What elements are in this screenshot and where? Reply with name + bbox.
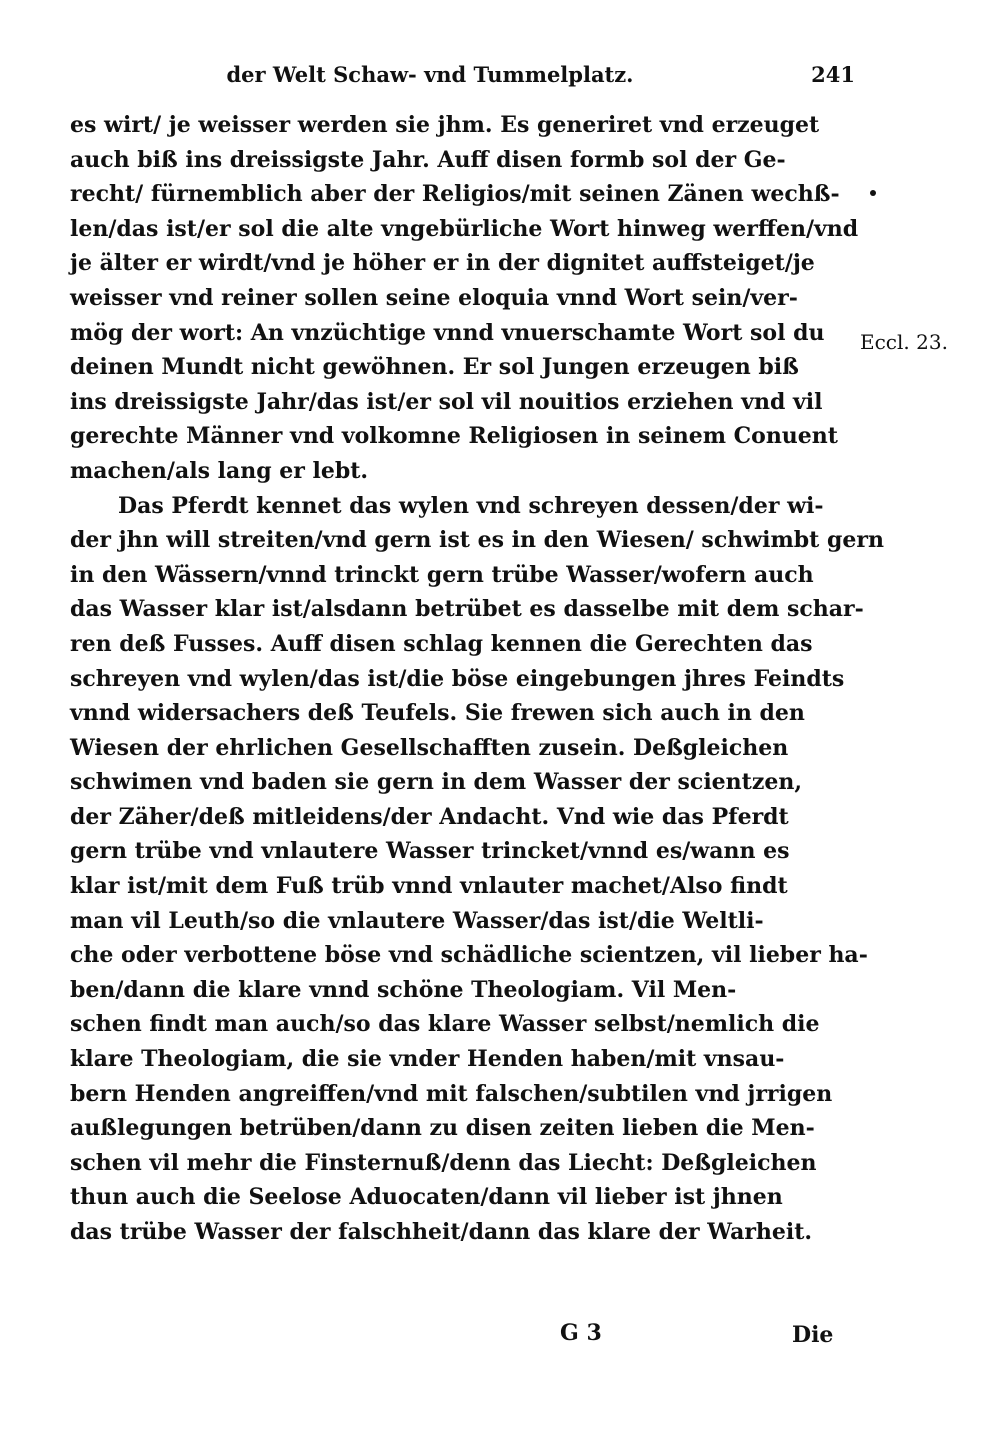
- text-line: len/das ist/er sol die alte vngebürliche Wort hinweg werffen/vnd: [70, 215, 859, 242]
- text-line: thun auch die Seelose Aduocaten/dann vil lieber ist jhnen: [70, 1184, 783, 1211]
- text-line: klare Theologiam, die sie vnder Henden haben/mit vnsau-: [70, 1046, 785, 1073]
- text-line: der Zäher/deß mitleidens/der Andacht. Vnd wie das Pferdt: [70, 803, 789, 830]
- ink-mark: [870, 190, 876, 196]
- text-line: che oder verbottene böse vnd schädliche scientzen, vil lieber ha-: [70, 942, 868, 969]
- text-line: je älter er wirdt/vnd je höher er in der dignitet auffsteiget/je: [70, 250, 815, 277]
- text-line: vnnd widersachers deß Teufels. Sie frewen sich auch in den: [70, 700, 805, 727]
- body-text: [70, 108, 884, 1250]
- text-line: ben/dann die klare vnnd schöne Theologiam. Vil Men-: [70, 976, 737, 1003]
- text-line: klar ist/mit dem Fuß trüb vnnd vnlauter machet/Also findt: [70, 873, 788, 900]
- text-line: das Wasser klar ist/alsdann betrübet es dasselbe mit dem schar-: [70, 596, 864, 623]
- paragraph-start-line: Das Pferdt kennet das wylen vnd schreyen dessen/der wi-: [118, 492, 824, 519]
- text-line: der jhn will streiten/vnd gern ist es in den Wiesen/ schwimbt gern: [70, 527, 884, 554]
- catchword: Die: [792, 1322, 834, 1348]
- signature-mark: G 3: [560, 1320, 602, 1346]
- running-title: der Welt Schaw- vnd Tummelplatz.: [226, 62, 634, 87]
- text-line: gern trübe vnd vnlautere Wasser trincket/vnnd es/wann es: [70, 838, 790, 865]
- text-line: es wirt/ je weisser werden sie jhm. Es generiret vnd erzeuget: [70, 112, 820, 138]
- text-line: schwimen vnd baden sie gern in dem Wasser der scientzen,: [70, 769, 802, 796]
- text-line: ren deß Fusses. Auff disen schlag kennen die Gerechten das: [70, 630, 813, 657]
- text-line: ins dreissigste Jahr/das ist/er sol vil nouitios erziehen vnd vil: [70, 388, 823, 415]
- text-line: schen findt man auch/so das klare Wasser selbst/nemlich die: [70, 1011, 820, 1038]
- text-line: deinen Mundt nicht gewöhnen. Er sol Jungen erzeugen biß: [70, 354, 799, 381]
- text-line: das trübe Wasser der falschheit/dann das klare der Warheit.: [70, 1219, 813, 1245]
- text-line: bern Henden angreiffen/vnd mit falschen/subtilen vnd jrrigen: [70, 1080, 833, 1107]
- text-line: schen vil mehr die Finsternuß/denn das Liecht: Deßgleichen: [70, 1149, 817, 1176]
- text-line: weisser vnd reiner sollen seine eloquia vnnd Wort sein/ver-: [70, 284, 798, 311]
- text-line: außlegungen betrüben/dann zu disen zeiten lieben die Men-: [70, 1115, 815, 1142]
- page-number: 241: [811, 62, 855, 87]
- text-line: machen/als lang er lebt.: [70, 457, 369, 484]
- text-line: gerechte Männer vnd volkomne Religiosen in seinem Conuent: [70, 423, 838, 450]
- text-line: in den Wässern/vnnd trinckt gern trübe Wasser/wofern auch: [70, 561, 814, 588]
- marginal-note: Eccl. 23.: [860, 330, 948, 354]
- text-line: Wiesen der ehrlichen Gesellschafften zusein. Deßgleichen: [70, 734, 789, 761]
- text-line: man vil Leuth/so die vnlautere Wasser/das ist/die Weltli-: [70, 907, 764, 934]
- text-line: recht/ fürnemblich aber der Religios/mit seinen Zänen wechß-: [70, 181, 840, 208]
- text-line: auch biß ins dreissigste Jahr. Auff disen formb sol der Ge-: [70, 146, 786, 173]
- text-line: schreyen vnd wylen/das ist/die böse eingebungen jhres Feindts: [70, 665, 845, 692]
- text-line: mög der wort: An vnzüchtige vnnd vnuerschamte Wort sol du: [70, 319, 825, 346]
